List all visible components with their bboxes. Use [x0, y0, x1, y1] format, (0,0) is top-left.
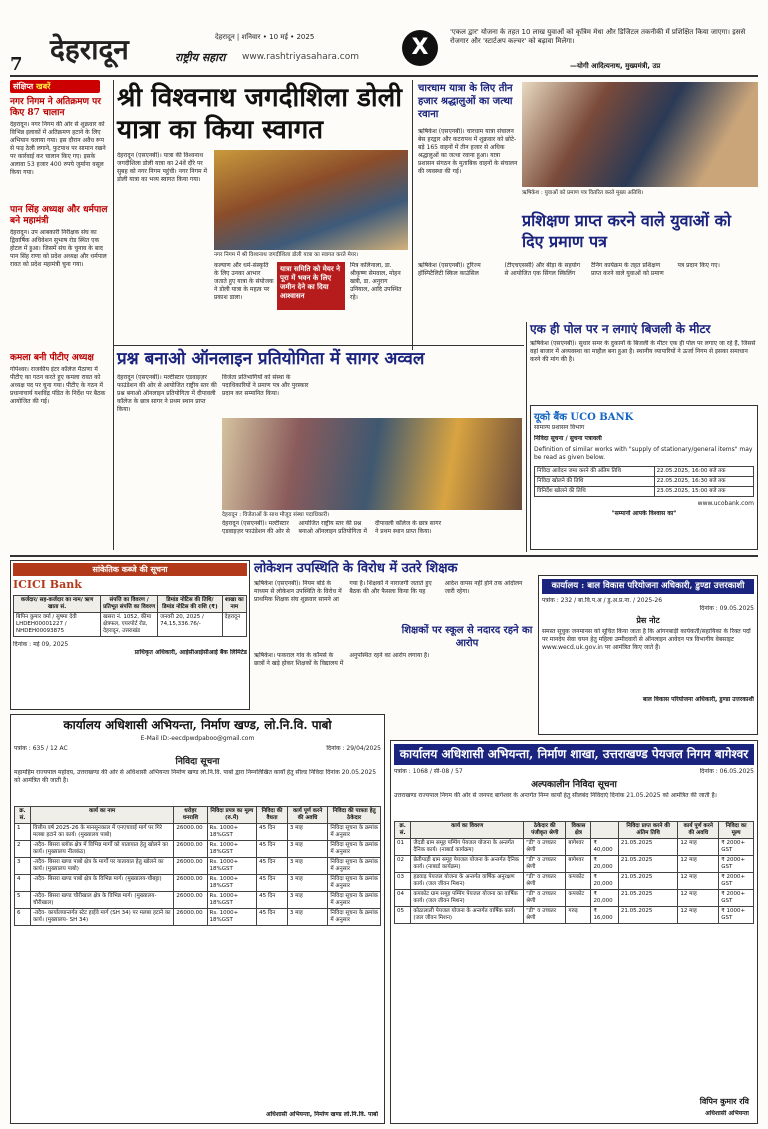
table-header: कर्जदार/ सह-कर्जदार का नाम/ ऋण खाता सं. [14, 596, 101, 613]
column-divider [412, 80, 413, 350]
pabo-table [14, 806, 381, 926]
balvikas-date: दिनांक : 09.05.2025 [699, 605, 754, 612]
quiz-body: देहरादून (एसएनबी)। मल्टीस्टार एडवाइज़र फाउंडेशन की ओर से आयोजित राष्ट्रीय स्तर की प्रश्न बनाओ ऑनलाइन प्रतियोगिता में दीपावली कॉलेज के छात्र सागर ने प्रथम स्थान प्राप्त किया। [117, 374, 217, 413]
table-cell: 45 दिन [257, 858, 288, 875]
paper-name: राष्ट्रीय सहारा [175, 51, 226, 64]
brief-body: देहरादून। नगर निगम की ओर से शुक्रवार को विभिन्न इलाकों में अतिक्रमण हटाने के लिए अभियान चलाया गया। इस दौरान अवैध रूप से फड़ ठेली लगाने, फुटपाथ पर सामान रखने पर कार्रवाई कर चालान किए गए। इसके अलावा 53 हजार 400 रुपये जुर्माना वसूल किया गया। [10, 121, 106, 176]
lead-photo [214, 150, 408, 250]
bageshwar-letter: पत्रांक : 1068 / सी-08 / 57 [394, 768, 463, 775]
pabo-heading: निविदा सूचना [175, 757, 220, 767]
bageshwar-date: दिनांक : 06.05.2025 [699, 768, 754, 775]
pabo-letter: पत्रांक : 635 / 12 AC [14, 745, 68, 752]
table-cell: कपकोट [566, 873, 591, 890]
lead-pullquote [277, 262, 345, 310]
balvikas-sign: बाल विकास परियोजना अधिकारी, डुण्डा उत्तरकाशी [642, 696, 754, 703]
table-cell: 26000.00 [174, 824, 207, 841]
quote-text: 'एकल द्वार' योजना के तहत 10 लाख युवाओं को कृत्रिम मेधा और डिजिटल तकनीकी में प्रशिक्षित किया जाएगा। इससे रोजगार और 'स्टार्टअप कल्चर' को बढ़ावा मिलेगा। [450, 28, 746, 45]
bageshwar-table [394, 821, 754, 924]
column-divider [113, 80, 114, 550]
table-cell: Rs. 1000+ 18%GST [207, 858, 257, 875]
website: www.rashtriyasahara.com [242, 52, 360, 62]
table-cell: 3 माह [287, 841, 328, 858]
table-cell: Rs. 1000+ 18%GST [207, 909, 257, 926]
icici-title: सांकेतिक कब्जे की सूचना [92, 565, 168, 574]
table-cell: 45 दिन [257, 824, 288, 841]
table-cell: ₹ 16,000 [591, 907, 618, 924]
table-cell: -तदैव- बिसरा ब्लॉक क्षेत्र में विभिन्न मार्गों को यातायात हेतु खोलने का कार्य। (मुख्यालय नीलकंठ) [30, 841, 173, 858]
brief-column [10, 80, 110, 550]
table-row [395, 856, 754, 873]
table-header-row [395, 822, 754, 839]
table-cell: Rs. 1000+ 18%GST [207, 892, 257, 909]
table-cell: 3 माह [287, 909, 328, 926]
table-cell: 4 [15, 875, 31, 892]
table-cell: ₹ 20,000 [591, 890, 618, 907]
balvikas-note: प्रेस नोट [636, 615, 660, 625]
pabo-intro: महामहिम राज्यपाल महोदय, उत्तराखण्ड की ओर से अधिशासी अभियन्ता निर्माण खण्ड लो.नि.वि. पाबो द्वारा निम्नलिखित कार्यों हेतु सील्ड निविदा दिनांक 20.05.2025 को आमंत्रित की जाती है। [14, 769, 377, 784]
table-cell: 12 माह [678, 856, 719, 873]
table-cell: 26000.00 [174, 875, 207, 892]
table-cell: 21.05.2025 [618, 890, 677, 907]
table-header: डिमांड नोटिस की तिथि/ डिमांड नोटिस की राशि (₹) [158, 596, 223, 613]
uco-ref: निविदा सूचना / सुचना पत्रावली [534, 435, 602, 442]
table-cell: निविदा सूचना के क्रमांक में अनुसार [328, 909, 381, 926]
table-cell: निविदा सूचना के क्रमांक में अनुसार [328, 875, 381, 892]
brief-item [10, 205, 110, 349]
table-header: ठेकेदार की पंजीकृत श्रेणी [524, 822, 566, 839]
lead-body3: मित्र कलिनाला, डा. श्रीकृष्ण सेमवाल, मोहन खत्री, डा. अनुराग उनियाल, आदि उपस्थित रहे। [350, 262, 402, 301]
table-header: विकास क्षेत्र [566, 822, 591, 839]
table-row [14, 613, 247, 637]
table-cell: निविदा आवेदन जमा करने की अंतिम तिथि [535, 467, 655, 477]
table-cell: कपकोट [566, 890, 591, 907]
pabo-email: E-Mail ID:-eecdpwdpaboo@gmail.com [140, 735, 255, 742]
table-cell: खसरा नं. 1052, कीमा क्षेत्रफल, एयरपोर्ट रोड, देहरादून, उत्तराखंड [101, 613, 158, 637]
pabo-sign: अधिशासी अभियन्ता, निर्माण खण्ड लो.नि.वि. पाबो [266, 1111, 378, 1118]
icici-logo: ICICI Bank [13, 578, 82, 591]
table-cell: 26000.00 [174, 841, 207, 858]
pabo-tender [10, 714, 385, 1124]
table-row [395, 890, 754, 907]
icici-title-bar [13, 563, 247, 576]
training-photo [522, 82, 758, 187]
table-cell: 2 [15, 841, 31, 858]
table-cell: 3 माह [287, 858, 328, 875]
table-cell: "डी" व उच्चतर श्रेणी [524, 873, 566, 890]
table-header: कार्य का नाम [30, 807, 173, 824]
table-row [15, 824, 381, 841]
page-number: 7 [10, 54, 23, 75]
brief-title: पान सिंह अध्यक्ष और धर्मपाल बने महामंत्री [10, 205, 108, 226]
table-cell: 21.05.2025 [618, 873, 677, 890]
pullquote-text: यात्रा समिति को मेयर ने पूरा में भवन के लिए जमीन देने का दिया आश्वासन [280, 265, 341, 300]
meter-body: ऋषिकेश (एसएनबी)। सुधार समर के दुकानों के बिजली के मीटर एक ही पोल पर लगाए जा रहे हैं, जिससे वहां बाजार में अव्यवस्था का माहौल बना हुआ है। स्थानीय व्यापारियों ने ऊर्जा निगम से इसका समाधान करने की मांग की है। [530, 340, 756, 363]
table-header: निविदा प्रपत्र का मूल्य (रु.में) [207, 807, 257, 824]
table-cell: 21.05.2025 [618, 839, 677, 856]
uco-tagline: "सम्मानो आपके विश्वास का" [611, 510, 677, 517]
balvikas-office: कार्यालय : बाल विकास परियोजना अधिकारी, डुण्डा उत्तरकाशी [542, 579, 754, 594]
training-headline: प्रशिक्षण प्राप्त करने वाले युवाओं को दिए प्रमाण पत्र [522, 211, 732, 251]
brief-title: नगर निगम ने अतिक्रमण पर किए 87 चालान [10, 97, 101, 118]
section-rule [10, 555, 758, 557]
table-header: कार्य पूर्ण करने की अवधि [287, 807, 328, 824]
table-cell: कपकोट ग्राम समूह पम्पिंग पेयजल योजना का वार्षिक कार्य। (जल जीवन मिशन) [411, 890, 524, 907]
brief-body: देहरादून। उप आबकारी निरीक्षक संघ का द्विवार्षिक अधिवेशन सुभाष रोड स्थित एक होटल में हुआ। जिसमें संघ के चुनाव के बाद पान सिंह राणा को प्रदेश अध्यक्ष और धर्मपाल रावत को प्रदेश महामंत्री चुना गया। [10, 229, 107, 268]
teacher-headline: लोकेशन उपस्थिति के विरोध में उतरे शिक्षक [254, 561, 458, 576]
quiz-body2: विजेता प्रतिभागियों को संस्था के पदाधिकारियों ने प्रमाण पत्र और पुरस्कार प्रदान कर सम्मानित किया। [222, 374, 309, 397]
table-header: निविदा का मूल्य [719, 822, 754, 839]
table-cell: विनिर्देश खोलने की तिथि [535, 487, 655, 497]
table-cell: "डी" व उच्चतर श्रेणी [524, 856, 566, 873]
bageshwar-intro: उत्तराखण्ड राज्यपाल निगम की ओर से जनपद बागेश्वर के अन्तर्गत निम्न कार्यों हेतु सीलबंद निविदाएं दिनांक 21.05.2025 को आमंत्रित की जाती है। [394, 792, 717, 799]
masthead-rule [10, 75, 758, 77]
balvikas-notice [538, 575, 758, 735]
table-row [535, 467, 754, 477]
table-cell: जैदडी ग्राम समूह पम्पिंग पेयजल योजना के अन्तर्गत दैनिक कार्य। (नाबार्ड कार्यक्रम) [411, 839, 524, 856]
table-cell: 22.05.2025, 16:00 बजे तक [654, 467, 753, 477]
table-row [15, 841, 381, 858]
table-cell: "डी" व उच्चतर श्रेणी [524, 839, 566, 856]
balvikas-letter: पत्रांक : 232 / बा.वि.प.अ / डु.अ.प्र.ना. / 2025-26 [542, 597, 663, 604]
table-cell: "डी" व उच्चतर श्रेणी [524, 890, 566, 907]
brief-title: कमला बनी पीटीए अध्यक्ष [10, 353, 94, 363]
balvikas-body: समस्त सूचुक जनमानस को सूचित किया जाता है कि आंगनबाड़ी कार्यकर्ती/सहायिका के रिक्त पदों पर मानदेय सेवा चयन हेतु महिला उम्मीदवारों से ऑनलाइन आवेदन पत्र विभागीय वेबसाइट www.wecd.uk.gov.in पर आमंत्रित किए जाते हैं। [542, 628, 751, 651]
masthead [10, 28, 758, 74]
table-row [395, 907, 754, 924]
table-cell: निविदा सूचना के क्रमांक में अनुसार [328, 841, 381, 858]
uco-table [534, 466, 754, 497]
bageshwar-sign: अधिशासी अभियन्ता [705, 1110, 749, 1117]
table-cell: छेतीपाड़ी ग्राम समूह पेयजल योजना के अन्तर्गत दैनिक कार्य। (नाबार्ड कार्यक्रम) [411, 856, 524, 873]
table-row [395, 873, 754, 890]
table-row [395, 839, 754, 856]
chardham-headline: चारधाम यात्रा के लिए तीन हजार श्रद्धालुओं का जत्था रवाना [418, 83, 513, 120]
table-cell: 5 [15, 892, 31, 909]
table-cell: -तदैव- बिसरा खण्ड पाबो क्षेत्र के विभिन्न मार्ग। (मुख्यालय-चौबट्टा) [30, 875, 173, 892]
teacher-body: ऋषिकेश (एसएनबी)। नियम बोर्ड के माध्यम से लोकेशन उपस्थिति के विरोध में प्राथमिक शिक्षक संघ शुक्रवार सामने आ गया है। शिक्षकों ने नाराजगी जताते हुए बैठक की और फैसला किया कि यह आदेश वापस नहीं होने तक आंदोलन जारी रहेगा। [254, 580, 523, 603]
table-cell: 05 [395, 907, 411, 924]
bageshwar-sign-name: विपिन कुमार रवि [699, 1096, 749, 1106]
table-cell: 21.05.2025 [618, 907, 677, 924]
table-header: निविदा की वैधता [257, 807, 288, 824]
icici-date: दिनांक : मई 09, 2025 [13, 641, 69, 648]
table-cell: ₹ 1000+ GST [719, 907, 754, 924]
table-cell: 45 दिन [257, 841, 288, 858]
lead-headline: श्री विश्वनाथ जगदीशिला डोली यात्रा का किया स्वागत [117, 83, 403, 145]
training-caption: ऋषिकेश : युवाओं को प्रमाण पत्र वितरित करते मुख्य अतिथि। [522, 190, 644, 196]
table-cell: गरुड़ [566, 907, 591, 924]
icici-sign: प्राधिकृत अधिकारी, आईसीआईसीआई बैंक लिमिटेड [134, 649, 247, 656]
quiz-body-cols: देहरादून (एसएनबी)। मल्टीस्टार एडवाइज़र फाउंडेशन की ओर से आयोजित राष्ट्रीय स्तर की प्रश्न बनाओ ऑनलाइन प्रतियोगिता में दीपावली कॉलेज के छात्र सागर ने प्रथम स्थान प्राप्त किया। [222, 520, 442, 535]
table-cell: ₹ 2000+ GST [719, 873, 754, 890]
table-cell: ₹ 2000+ GST [719, 856, 754, 873]
table-cell: ₹ 2000+ GST [719, 890, 754, 907]
section-rule [114, 345, 524, 346]
brief-tag2: खबरें [36, 82, 51, 91]
icici-table [13, 595, 247, 637]
table-header: कार्य का विवरण [411, 822, 524, 839]
teacher-body2: ऋषिकेश। फकराल गांव के कॉमर्स के छात्रों ने खड़े होकर शिक्षकों के विद्यालय में अनुपस्थित रहने का आरोप लगाया है। [254, 652, 430, 667]
table-cell: ₹ 20,000 [591, 856, 618, 873]
table-cell: 03 [395, 873, 411, 890]
training-body: ऋषिकेश (एसएनबी)। टूरिज्म हॉस्पिटैलिटी स्किल काउंसिल (टीएचएससी) और बीड़ा के सहयोग से आयोजित एक सिंगल स्किलिंग टैनिंग कार्यक्रम के तहत प्रशिक्षण प्राप्त करने वाले युवाओं को प्रमाण पत्र प्रदान किए गए। [418, 262, 720, 277]
table-cell: -तदैव- कार्यालयान्तर्गत स्टेट हाईवे मार्ग (SH 34) पर मलबा हटाने का कार्य। (मुख्यालय- SH 34) [30, 909, 173, 926]
table-cell: 45 दिन [257, 892, 288, 909]
table-cell: 01 [395, 839, 411, 856]
table-header: धरोहर धनराशि [174, 807, 207, 824]
lead-dateline: देहरादून (एसएनबी)। यात्रा की विश्वनाथ जगदीशिला डोली यात्रा का 24वें दौरे पर सुबह को नगर निगम पहुंची। नगर निगम में डोली यात्रा का भव्य स्वागत किया गया। [117, 152, 208, 183]
lead-body2: कल्याण और धर्म-संस्कृति के लिए उनका आभार जताते हुए यात्रा के संयोजक ने डोली यात्रा के महत्व पर प्रकाश डाला। [214, 262, 274, 301]
table-cell: 3 माह [287, 892, 328, 909]
table-header: शाखा का नाम [222, 596, 246, 613]
icici-ad [10, 560, 250, 710]
table-cell: निविदा सूचना के क्रमांक में अनुसार [328, 892, 381, 909]
table-cell: ₹ 2000+ GST [719, 839, 754, 856]
table-cell: 26000.00 [174, 858, 207, 875]
table-header [591, 822, 618, 839]
table-row [15, 892, 381, 909]
table-cell: Rs. 1000+ 18%GST [207, 824, 257, 841]
table-header: क्र. सं. [15, 807, 31, 824]
pabo-date: दिनांक : 29/04/2025 [326, 745, 381, 752]
table-cell: निविदा सूचना के क्रमांक में अनुसार [328, 858, 381, 875]
table-cell: 45 दिन [257, 875, 288, 892]
table-cell: 3 माह [287, 875, 328, 892]
table-cell: 3 [15, 858, 31, 875]
table-row [15, 909, 381, 926]
table-cell: 6 [15, 909, 31, 926]
uco-name: यूको बैंक UCO BANK [534, 412, 634, 423]
bageshwar-heading: अल्पकालीन निविदा सूचना [531, 780, 617, 790]
table-cell: Rs. 1000+ 18%GST [207, 875, 257, 892]
pabo-title: कार्यालय अधिशासी अभियन्ता, निर्माण खण्ड, लो.नि.वि. पाबो [63, 718, 332, 732]
meter-headline: एक ही पोल पर न लगाएं बिजली के मीटर [530, 322, 711, 336]
table-header: निविदा की पात्रता हेतु ठेकेदार [328, 807, 381, 824]
table-header: संपत्ति का विवरण / प्रतिभूत संपत्ति का विवरण [101, 596, 158, 613]
table-cell: हडवाड़ पेयजल योजना के अन्तर्गत वार्षिक अनुरक्षण कार्य। (जल जीवन मिशन) [411, 873, 524, 890]
table-header: कार्य पूर्ण करने की अवधि [678, 822, 719, 839]
quiz-headline: प्रश्न बनाओ ऑनलाइन प्रतियोगिता में सागर अव्वल [117, 349, 425, 369]
table-cell: वित्तीय वर्ष 2025-26 के मानसूनकाल में एनएचवाई मार्ग पर गिरे मलबा हटाने का कार्य। (मुख्यालय पाबो) [30, 824, 173, 841]
table-cell: बागेश्वर [566, 856, 591, 873]
table-cell: 02 [395, 856, 411, 873]
lead-caption: नगर निगम में श्री विश्वनाथ जगदीशिला डोली यात्रा का स्वागत करते मेयर। [214, 252, 359, 258]
table-header: निविदा प्राप्त करने की अंतिम तिथि [618, 822, 677, 839]
table-cell: 21.05.2025 [618, 856, 677, 873]
table-cell: 12 माह [678, 907, 719, 924]
table-row [535, 487, 754, 497]
table-cell: 23.05.2025, 15:00 बजे तक [654, 487, 753, 497]
x-logo: X [402, 30, 438, 66]
table-cell: बिपिन कुमार वर्मा / सुषमा देवी LHDEH00001227 / NHDEH00093875 [14, 613, 101, 637]
table-cell: बागेश्वर [566, 839, 591, 856]
table-cell: निविदा खोलने की तिथि [535, 477, 655, 487]
table-row [15, 858, 381, 875]
table-cell: -तदैव- बिसरा खण्ड पाबो क्षेत्र के मार्गों पर यातायात हेतु खोलने का कार्य। (मुख्यालय पाबो) [30, 858, 173, 875]
teacher-subhead: शिक्षकों पर स्कूल से नदारद रहने का आरोप [401, 625, 533, 649]
table-row [15, 875, 381, 892]
uco-subtitle: सामान्य प्रशासन विभाग [534, 424, 585, 431]
table-cell: ₹ 20,000 [591, 873, 618, 890]
uco-website: www.ucobank.com [697, 500, 754, 507]
table-cell: Rs. 1000+ 18%GST [207, 841, 257, 858]
table-cell: 22.05.2025, 16:30 बजे तक [654, 477, 753, 487]
table-cell: ₹ 40,000 [591, 839, 618, 856]
table-header: क्र. सं. [395, 822, 411, 839]
table-cell: 26000.00 [174, 892, 207, 909]
uco-ad [530, 405, 758, 550]
table-cell: 04 [395, 890, 411, 907]
table-header-row [14, 596, 247, 613]
brief-tag1: संक्षिप्त [13, 82, 34, 91]
uco-body: Definition of similar works with "supply of stationary/general items" may be read as given below. [534, 446, 753, 461]
quote-author: —योगी आदित्यनाथ, मुख्यमंत्री, उप्र [570, 62, 661, 70]
column-divider [526, 322, 527, 552]
table-cell: 3 माह [287, 824, 328, 841]
bageshwar-tender [390, 740, 758, 1124]
table-cell: -तदैव- बिसरा खण्ड चौरीखाल क्षेत्र के विभिन्न मार्ग। (मुख्यालय-चौरीखाल) [30, 892, 173, 909]
chardham-body: ऋषिकेश (एसएनबी)। चारधाम यात्रा संचालन बेस हरद्वार और कटरापथ में शुक्रवार को छोटे-बड़े 165 वाहनों में तीन हजार से अधिक श्रद्धालुओं का जत्था रवाना हुआ। यात्रा प्रशासन संगठन के मुताबिक वाहनों के संचालन की व्यवस्था की गई। [418, 128, 518, 175]
table-cell: 12 माह [678, 890, 719, 907]
brief-item [10, 97, 110, 201]
table-cell: 12 माह [678, 839, 719, 856]
table-cell: 12 माह [678, 873, 719, 890]
date-line: देहरादून | शनिवार • 10 मई • 2025 [215, 33, 315, 41]
table-cell: जनवरी 20, 2025 / 74,15,336.76/- [158, 613, 223, 637]
table-cell: कोठालाली पेयजल योजना के अन्तर्गत वार्षिक कार्य। (जल जीवन मिशन) [411, 907, 524, 924]
quiz-caption: देहरादून : विजेताओं के साथ मौजूद संस्था पदाधिकारी। [222, 512, 330, 518]
table-cell: "डी" व उच्चतर श्रेणी [524, 907, 566, 924]
table-cell: देहरादून [222, 613, 246, 637]
table-cell: 45 दिन [257, 909, 288, 926]
table-header-row [15, 807, 381, 824]
brief-body: गोपेश्वर। राजकीय इंटर कॉलेज मैठाणा में पीटीए का गठन करते हुए कमला रावत को अध्यक्ष पद पर चुना गया। पीटीए के गठन में प्रधानाचार्य यशविंद्र पंडित के निर्देश पर बैठक आयोजित की गई। [10, 366, 106, 405]
table-row [535, 477, 754, 487]
quiz-photo [222, 418, 522, 510]
bageshwar-title: कार्यालय अधिशासी अभियन्ता, निर्माण शाखा, उत्तराखण्ड पेयजल निगम बागेश्वर [394, 744, 754, 765]
table-cell: 1 [15, 824, 31, 841]
table-cell: निविदा सूचना के क्रमांक में अनुसार [328, 824, 381, 841]
city-name: देहरादून [50, 33, 129, 66]
brief-item [10, 353, 110, 486]
table-cell: 26000.00 [174, 909, 207, 926]
